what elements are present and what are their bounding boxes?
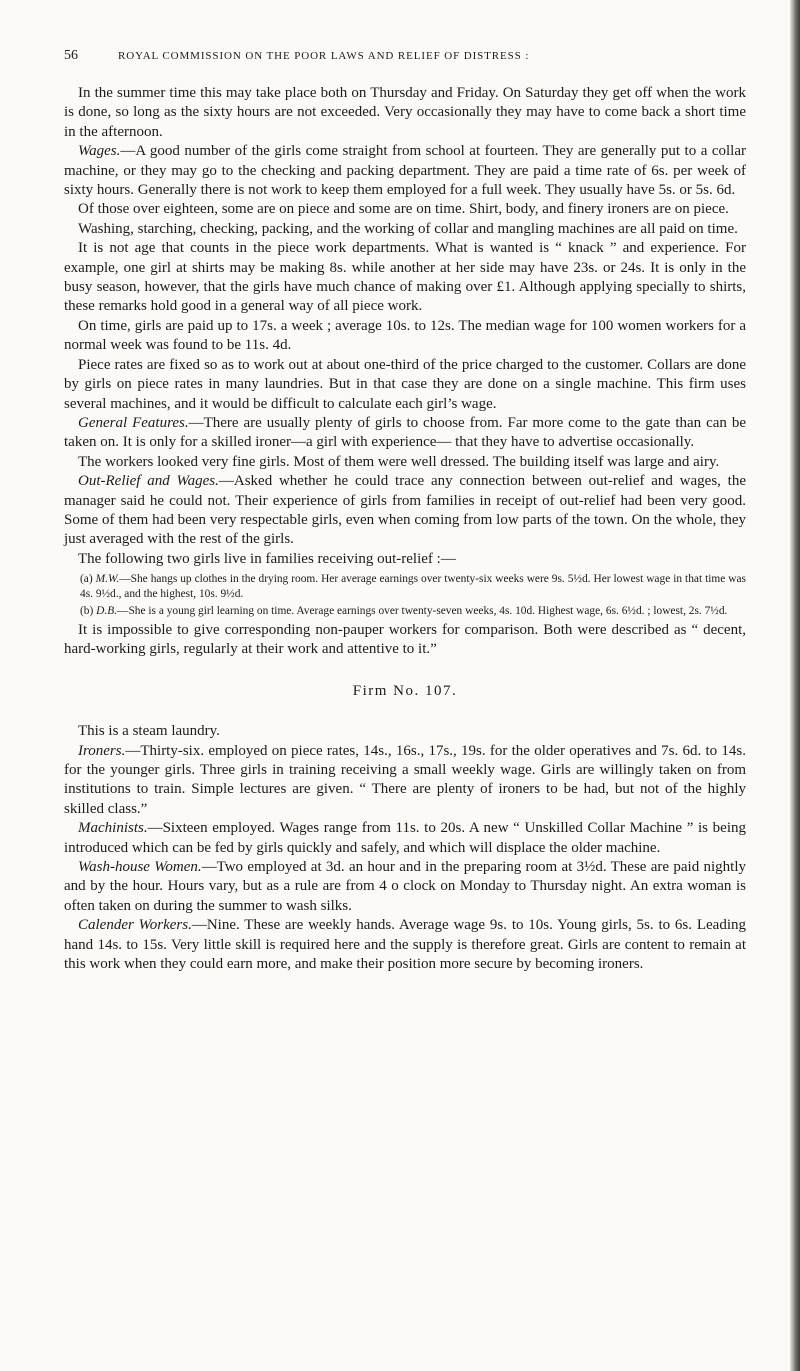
paragraph: [64, 414, 746, 453]
paragraph-text: —There are usually plenty of girls to choose from. Far more come to the gate than can be taken on. It is only for a skilled ironer—a girl with experience— that they have to advertise occasionally.: [64, 414, 746, 451]
list-label: (a): [80, 573, 93, 586]
paragraph-text: —Nine. These are weekly hands. Average wage 9s. to 10s. Young girls, 5s. to 6s. Leading hand 14s. to 15s. Very little skill is required here and the supply is therefore great. Girls are content to remain at this work when they could earn more, and make their position more secure by becoming ironers.: [64, 917, 746, 973]
paragraph-text: —A good number of the girls come straight from school at fourteen. They are generally put to a collar machine, or they may go to the checking and packing department. They are paid a time rate of 6s. per week of sixty hours. Generally there is not work to keep them employed for a full week. They usually have 5s. or 5s. 6d.: [64, 143, 746, 199]
list-label: (b): [80, 605, 94, 618]
paragraph-text: —Thirty-six. employed on piece rates, 14s., 16s., 17s., 19s. for the older operatives and 7s. 6d. to 14s. for the younger girls. Three girls in training receiving a small weekly wage. Girls are willingly taken on from institutions to train. Simple lectures are given. “ There are plenty of ironers to be had, but not of the highly skilled class.”: [64, 742, 746, 817]
paragraph: In the summer time this may take place both on Thursday and Friday. On Saturday they get off when the work is done, so long as the sixty hours are not exceeded. Very occasionally they may have to come back a short time in the afternoon.: [64, 85, 746, 140]
paragraph-lead: Wash-house Women.: [78, 859, 202, 875]
paragraph-lead: Calender Workers.: [78, 917, 192, 934]
running-head: ROYAL COMMISSION ON THE POOR LAWS AND RELIEF OF DISTRESS :: [118, 50, 530, 62]
paragraph: Piece rates are fixed so as to work out at about one-third of the price charged to the customer. Collars are done by girls on piece rates in many laundries. But in that case they are done on a single machine. This firm uses several machines, and it would be difficult to calculate each girl’s wage.: [64, 356, 746, 412]
paragraph: The workers looked very fine girls. Most of them were well dressed. The building itself was large and airy.: [78, 453, 720, 470]
paragraph-text: —Two employed at 3d. an hour and in the preparing room at 3½d. These are paid nightly and by the hour. Hours vary, but as a rule are from 4 o clock on Monday to Thursday night. An extra woman is often taken on during the summer to wash silks.: [64, 859, 746, 914]
paragraph: Washing, starching, checking, packing, and the working of collar and mangling machines are all paid on time.: [78, 220, 738, 237]
paragraph: Of those over eighteen, some are on piece and some are on time. Shirt, body, and finery ironers are on piece.: [78, 201, 729, 218]
paragraph: It is impossible to give corresponding non-pauper workers for comparison. Both were described as “ decent, hard-working girls, regularly at their work and attentive to it.”: [64, 621, 746, 658]
list-item: [64, 572, 746, 601]
paragraph-text: —Sixteen employed. Wages range from 11s. to 20s. A new “ Unskilled Collar Machine ” is being introduced which can be fed by girls quickly and safely, and which will displace the older machine.: [64, 820, 746, 856]
paragraph: This is a steam laundry.: [78, 723, 220, 740]
list-text: —She is a young girl learning on time. Average earnings over twenty-seven weeks, 4s. 10d. Highest wage, 6s. 6½d. ; lowest, 2s. 7½d.: [117, 605, 728, 618]
paragraph: [64, 142, 746, 200]
list-name: D.B.: [96, 605, 118, 618]
paragraph-lead: General Features.: [78, 414, 189, 431]
page-number: 56: [64, 48, 78, 63]
page-header: [64, 48, 746, 70]
paragraph: [64, 858, 746, 916]
paragraph-lead: Out-Relief and Wages.: [78, 473, 219, 490]
paragraph-lead: Wages.: [78, 143, 121, 160]
page-edge-shadow: [790, 0, 800, 1371]
paragraph: [64, 472, 746, 550]
paragraph: The following two girls live in families receiving out-relief :—: [78, 550, 456, 567]
list-item: [64, 604, 746, 619]
paragraph: It is not age that counts in the piece work departments. What is wanted is “ knack ” and experience. For example, one girl at shirts may be making 8s. while another at her side may have 23s. or 24s. It is only in the busy season, however, that the girls have much chance of making over £1. Although applying specially to shirts, these remarks hold good in a general way of all piece work.: [64, 240, 746, 315]
paragraph-lead: Machinists.: [78, 820, 148, 837]
paragraph-text: —Asked whether he could trace any connection between out-relief and wages, the manager said he could not. Their experience of girls from families in receipt of out-relief had been very good. Some of them had been very respectable girls, even when coming from low parts of the town. On the whole, they just averaged with the rest of the girls.: [64, 473, 747, 548]
list-name: M.W.: [95, 573, 120, 586]
section-heading: Firm No. 107.: [352, 682, 458, 699]
paragraph: [64, 819, 746, 858]
paragraph: On time, girls are paid up to 17s. a week ; average 10s. to 12s. The median wage for 100 women workers for a normal week was found to be 11s. 4d.: [64, 317, 746, 354]
document-page: [64, 48, 746, 974]
paragraph-lead: Ironers.: [78, 742, 126, 759]
list-text: —She hangs up clothes in the drying room. Her average earnings over twenty-six weeks were 9s. 5½d. Her lowest wage in that time was 4s. 9½d., and the highest, 10s. 9½d.: [80, 573, 746, 600]
paragraph: [64, 916, 746, 974]
paragraph: [64, 742, 746, 820]
